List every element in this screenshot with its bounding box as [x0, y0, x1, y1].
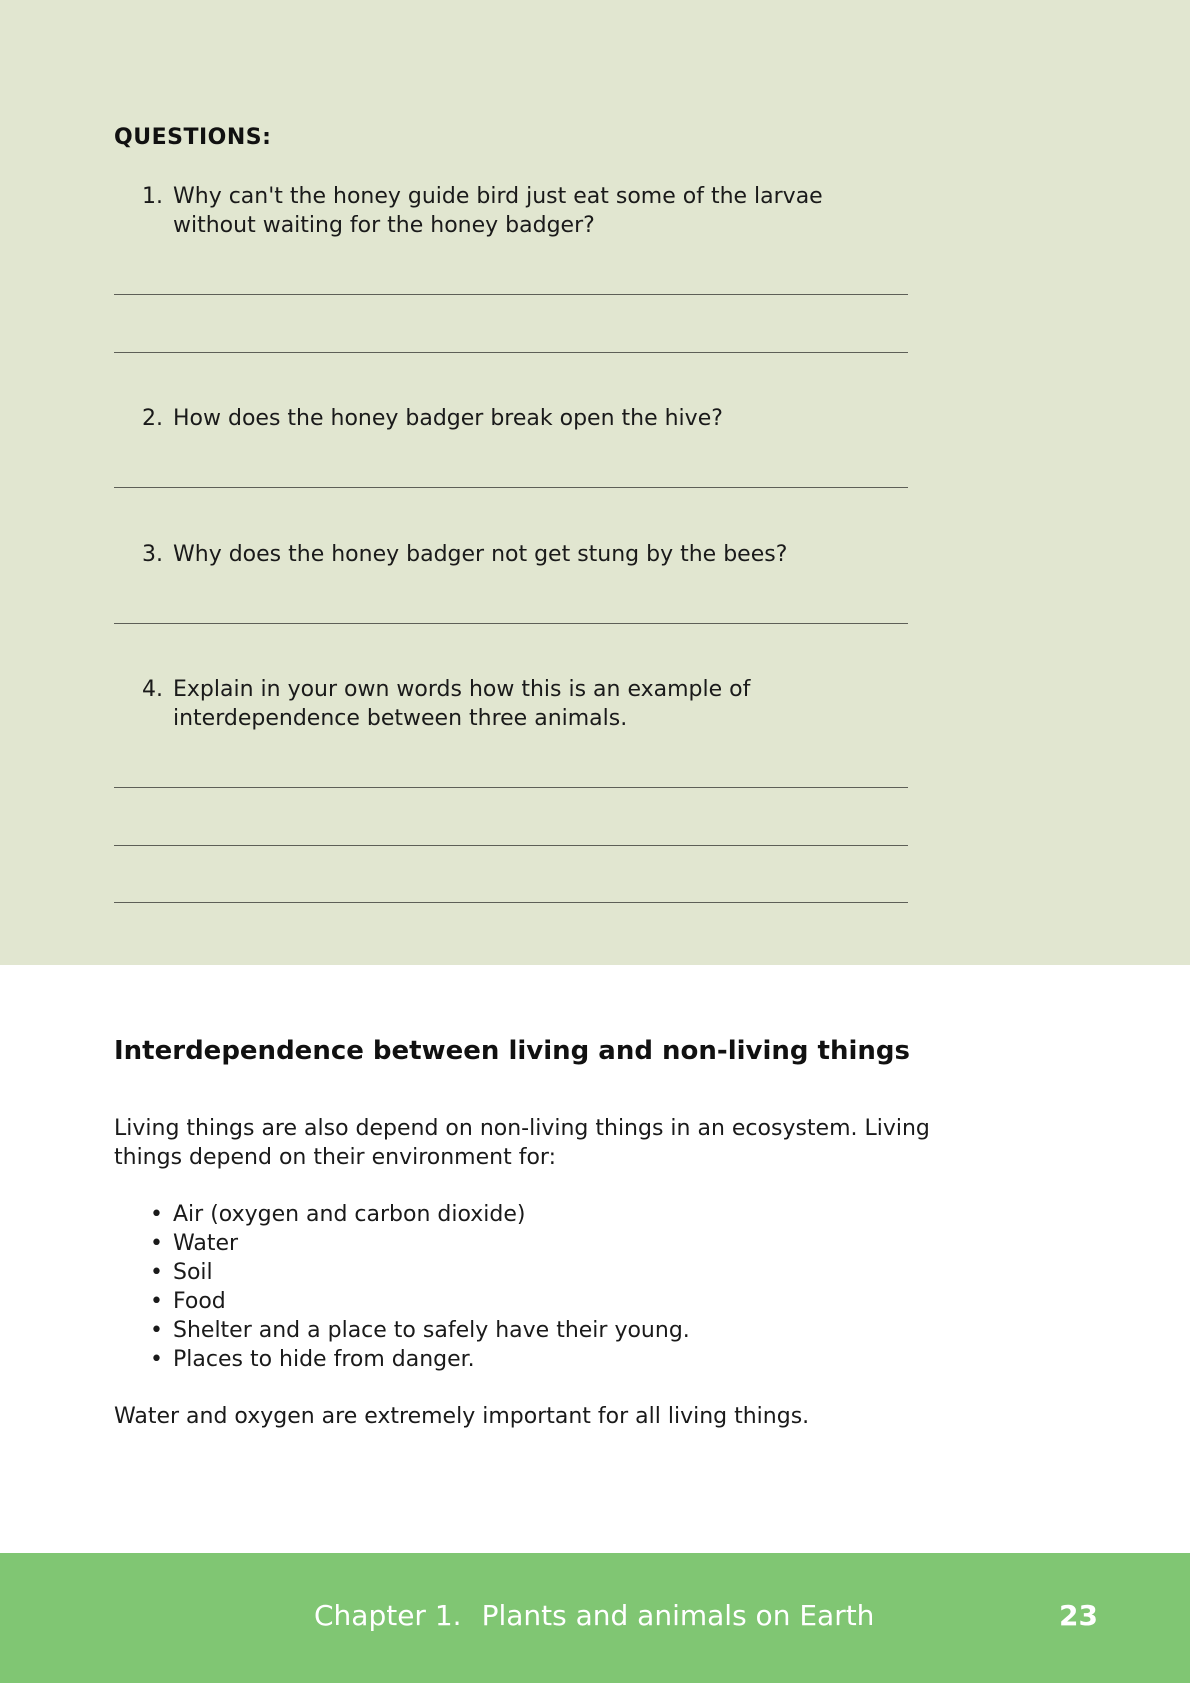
- question-item: [130, 675, 910, 733]
- section-title: Interdependence between living and non-living things: [114, 1036, 910, 1066]
- question-text: Why can't the honey guide bird just eat some of the larvae without waiting for the honey badger?: [173, 184, 823, 238]
- question-number: 3.: [142, 542, 163, 567]
- list-item-text: Shelter and a place to safely have their young.: [173, 1318, 690, 1343]
- list-item: [114, 1287, 690, 1316]
- question-number: 2.: [142, 406, 163, 431]
- answer-line[interactable]: [114, 352, 908, 353]
- footer-chapter: [314, 1599, 874, 1632]
- answer-line[interactable]: [114, 902, 908, 903]
- answer-line[interactable]: [114, 787, 908, 788]
- list-item: [114, 1258, 690, 1287]
- bullet-icon: •: [150, 1289, 163, 1314]
- list-item: [114, 1345, 690, 1374]
- answer-line[interactable]: [114, 845, 908, 846]
- needs-list: [114, 1200, 690, 1374]
- question-text: How does the honey badger break open the hive?: [173, 406, 723, 431]
- list-item-text: Soil: [173, 1260, 213, 1285]
- question-text: Why does the honey badger not get stung by the bees?: [173, 542, 788, 567]
- list-item-text: Air (oxygen and carbon dioxide): [173, 1202, 526, 1227]
- list-item: [114, 1200, 690, 1229]
- question-item: [130, 540, 910, 569]
- list-item: [114, 1316, 690, 1345]
- intro-paragraph: Living things are also depend on non-living things in an ecosystem. Living things depend on their environment for:: [114, 1116, 930, 1170]
- chapter-title: Plants and animals on Earth: [481, 1599, 875, 1632]
- bullet-icon: •: [150, 1347, 163, 1372]
- bullet-icon: •: [150, 1202, 163, 1227]
- answer-line[interactable]: [114, 623, 908, 624]
- question-item: [130, 182, 910, 240]
- answer-line[interactable]: [114, 294, 908, 295]
- bullet-icon: •: [150, 1318, 163, 1343]
- list-item-text: Water: [173, 1231, 239, 1256]
- list-item: [114, 1229, 690, 1258]
- question-text: Explain in your own words how this is an example of interdependence between three animals.: [173, 677, 751, 731]
- questions-heading: QUESTIONS:: [114, 125, 272, 150]
- bullet-icon: •: [150, 1231, 163, 1256]
- question-number: 1.: [142, 184, 163, 209]
- list-item-text: Food: [173, 1289, 226, 1314]
- list-item-text: Places to hide from danger.: [173, 1347, 475, 1372]
- answer-line[interactable]: [114, 487, 908, 488]
- question-item: [130, 404, 910, 433]
- page-footer: [0, 1553, 1190, 1683]
- closing-paragraph: Water and oxygen are extremely important for all living things.: [114, 1404, 810, 1429]
- bullet-icon: •: [150, 1260, 163, 1285]
- page-number: 23: [1059, 1599, 1098, 1632]
- chapter-label: Chapter 1.: [314, 1599, 462, 1632]
- question-number: 4.: [142, 677, 163, 702]
